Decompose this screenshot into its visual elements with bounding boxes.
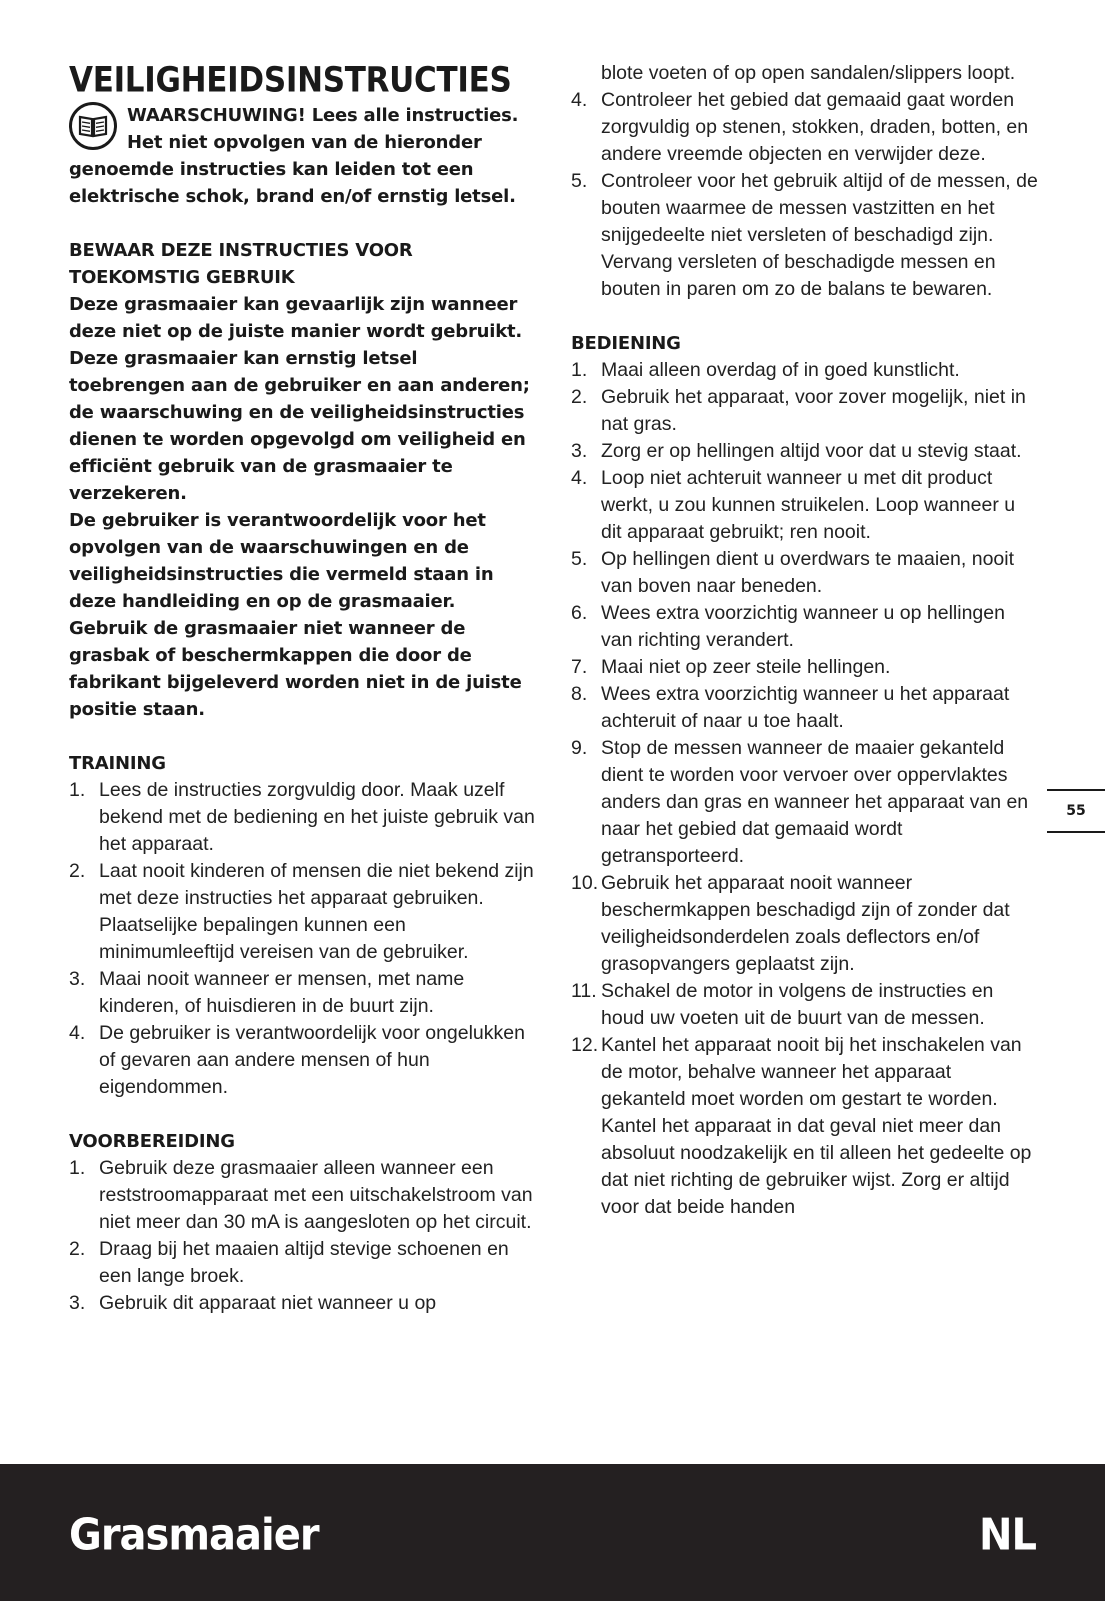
book-icon — [69, 102, 117, 150]
list-item: 4. De gebruiker is verantwoordelijk voor ongelukken of gevaren aan andere mensen of hun eigendommen. — [69, 1022, 525, 1098]
list-item: 10. Gebruik het apparaat nooit wanneer beschermkappen beschadigd zijn of zonder dat veiligheidsonderdelen zoals deflectors en/of grasopvangers geplaatst zijn. — [571, 872, 1010, 975]
list-item: 7. Maai niet op zeer steile hellingen. — [571, 656, 891, 678]
keep-paragraph: De gebruiker is verantwoordelijk voor het opvolgen van de waarschuwingen en de veiligheidsinstructies die vermeld staan in deze handleiding en op de grasmaaier. Gebruik de grasmaaier niet wanneer de grasbak of beschermkappen die door de fabrikant bijgeleverd worden niet in de juiste positie staan. — [69, 510, 522, 720]
warning-text: WAARSCHUWING! Lees alle instructies. Het niet opvolgen van de hieronder genoemde instructies kan leiden tot een elektrische schok, brand en/of ernstig letsel. — [69, 105, 519, 207]
list-item: 5. Controleer voor het gebruik altijd of de messen, de bouten waarmee de messen vastzitten en het snijgedeelte niet versleten of beschadigd zijn. Vervang versleten of beschadigde messen en bouten in paren om zo de balans te bewaren. — [571, 170, 1038, 300]
left-column — [69, 60, 539, 1317]
list-item: 6. Wees extra voorzichtig wanneer u op hellingen van richting verandert. — [571, 602, 1005, 651]
list-item: 1. Gebruik deze grasmaaier alleen wanneer een reststroomapparaat met een uitschakelstroom van niet meer dan 30 mA is aangesloten op het circuit. — [69, 1157, 533, 1233]
list-item: 2. Draag bij het maaien altijd stevige schoenen en een lange broek. — [69, 1238, 509, 1287]
list-item: 3. Maai nooit wanneer er mensen, met name kinderen, of huisdieren in de buurt zijn. — [69, 968, 465, 1017]
warning-block — [69, 102, 539, 210]
list-item: 1. Lees de instructies zorgvuldig door. Maak uzelf bekend met de bediening en het juiste gebruik van het apparaat. — [69, 779, 535, 855]
list-item: 8. Wees extra voorzichtig wanneer u het apparaat achteruit of naar u toe haalt. — [571, 683, 1010, 732]
preparation-list — [69, 1155, 539, 1317]
keep-instructions-heading: BEWAAR DEZE INSTRUCTIES VOOR TOEKOMSTIG GEBRUIK — [69, 240, 413, 288]
right-column — [571, 60, 1041, 1221]
footer-title: Grasmaaier — [69, 1510, 319, 1561]
list-item: 3. Zorg er op hellingen altijd voor dat u stevig staat. — [571, 440, 1022, 462]
list-item: 2. Laat nooit kinderen of mensen die niet bekend zijn met deze instructies het apparaat gebruiken. Plaatselijke bepalingen kunnen een minimumleeftijd vereisen van de gebruiker. — [69, 860, 534, 963]
operation-list — [571, 357, 1041, 1221]
training-list — [69, 777, 539, 1101]
list-item: 5. Op hellingen dient u overdwars te maaien, nooit van boven naar beneden. — [571, 548, 1015, 597]
list-item: 1. Maai alleen overdag of in goed kunstlicht. — [571, 359, 960, 381]
list-item: 9. Stop de messen wanneer de maaier gekanteld dient te worden voor vervoer over oppervlaktes anders dan gras en wanneer het apparaat van en naar het gebied dat gemaaid wordt getransporteerd. — [571, 737, 1029, 867]
list-item: 4. Loop niet achteruit wanneer u met dit product werkt, u zou kunnen struikelen. Loop wanneer u dit apparaat gebruikt; ren nooit. — [571, 467, 1016, 543]
page-number: 55 — [1047, 789, 1105, 833]
list-item: 2. Gebruik het apparaat, voor zover mogelijk, niet in nat gras. — [571, 386, 1026, 435]
training-heading: TRAINING — [69, 753, 166, 774]
list-item: 3. Gebruik dit apparaat niet wanneer u op — [69, 1292, 437, 1314]
list-item: 4. Controleer het gebied dat gemaaid gaat worden zorgvuldig op stenen, stokken, draden, botten, en andere vreemde objecten en verwijder deze. — [571, 89, 1029, 165]
footer-language-code: NL — [979, 1510, 1036, 1561]
operation-heading: BEDIENING — [571, 333, 681, 354]
keep-paragraph: Deze grasmaaier kan gevaarlijk zijn wanneer deze niet op de juiste manier wordt gebruikt. — [69, 294, 523, 342]
preparation-heading: VOORBEREIDING — [69, 1131, 235, 1152]
list-item: 11. Schakel de motor in volgens de instructies en houd uw voeten uit de buurt van de messen. — [571, 980, 994, 1029]
list-item-continuation: blote voeten of op open sandalen/slippers loopt. — [601, 62, 1016, 84]
keep-paragraph: Deze grasmaaier kan ernstig letsel toebrengen aan de gebruiker en aan anderen; de waarschuwing en de veiligheidsinstructies dienen te worden opgevolgd om veiligheid en efficiënt gebruik van de grasmaaier te verzekeren. — [69, 348, 530, 504]
preparation-list-continued — [571, 87, 1041, 303]
footer-bar — [0, 1464, 1105, 1601]
page-title: VEILIGHEIDSINSTRUCTIES — [69, 60, 512, 101]
list-item: 12. Kantel het apparaat nooit bij het inschakelen van de motor, behalve wanneer het apparaat gekanteld moet worden om gestart te worden. Kantel het apparaat in dat geval niet meer dan absoluut noodzakelijk en til alleen het gedeelte op dat niet richting de gebruiker wijst. Zorg er altijd voor dat beide handen — [571, 1034, 1032, 1218]
